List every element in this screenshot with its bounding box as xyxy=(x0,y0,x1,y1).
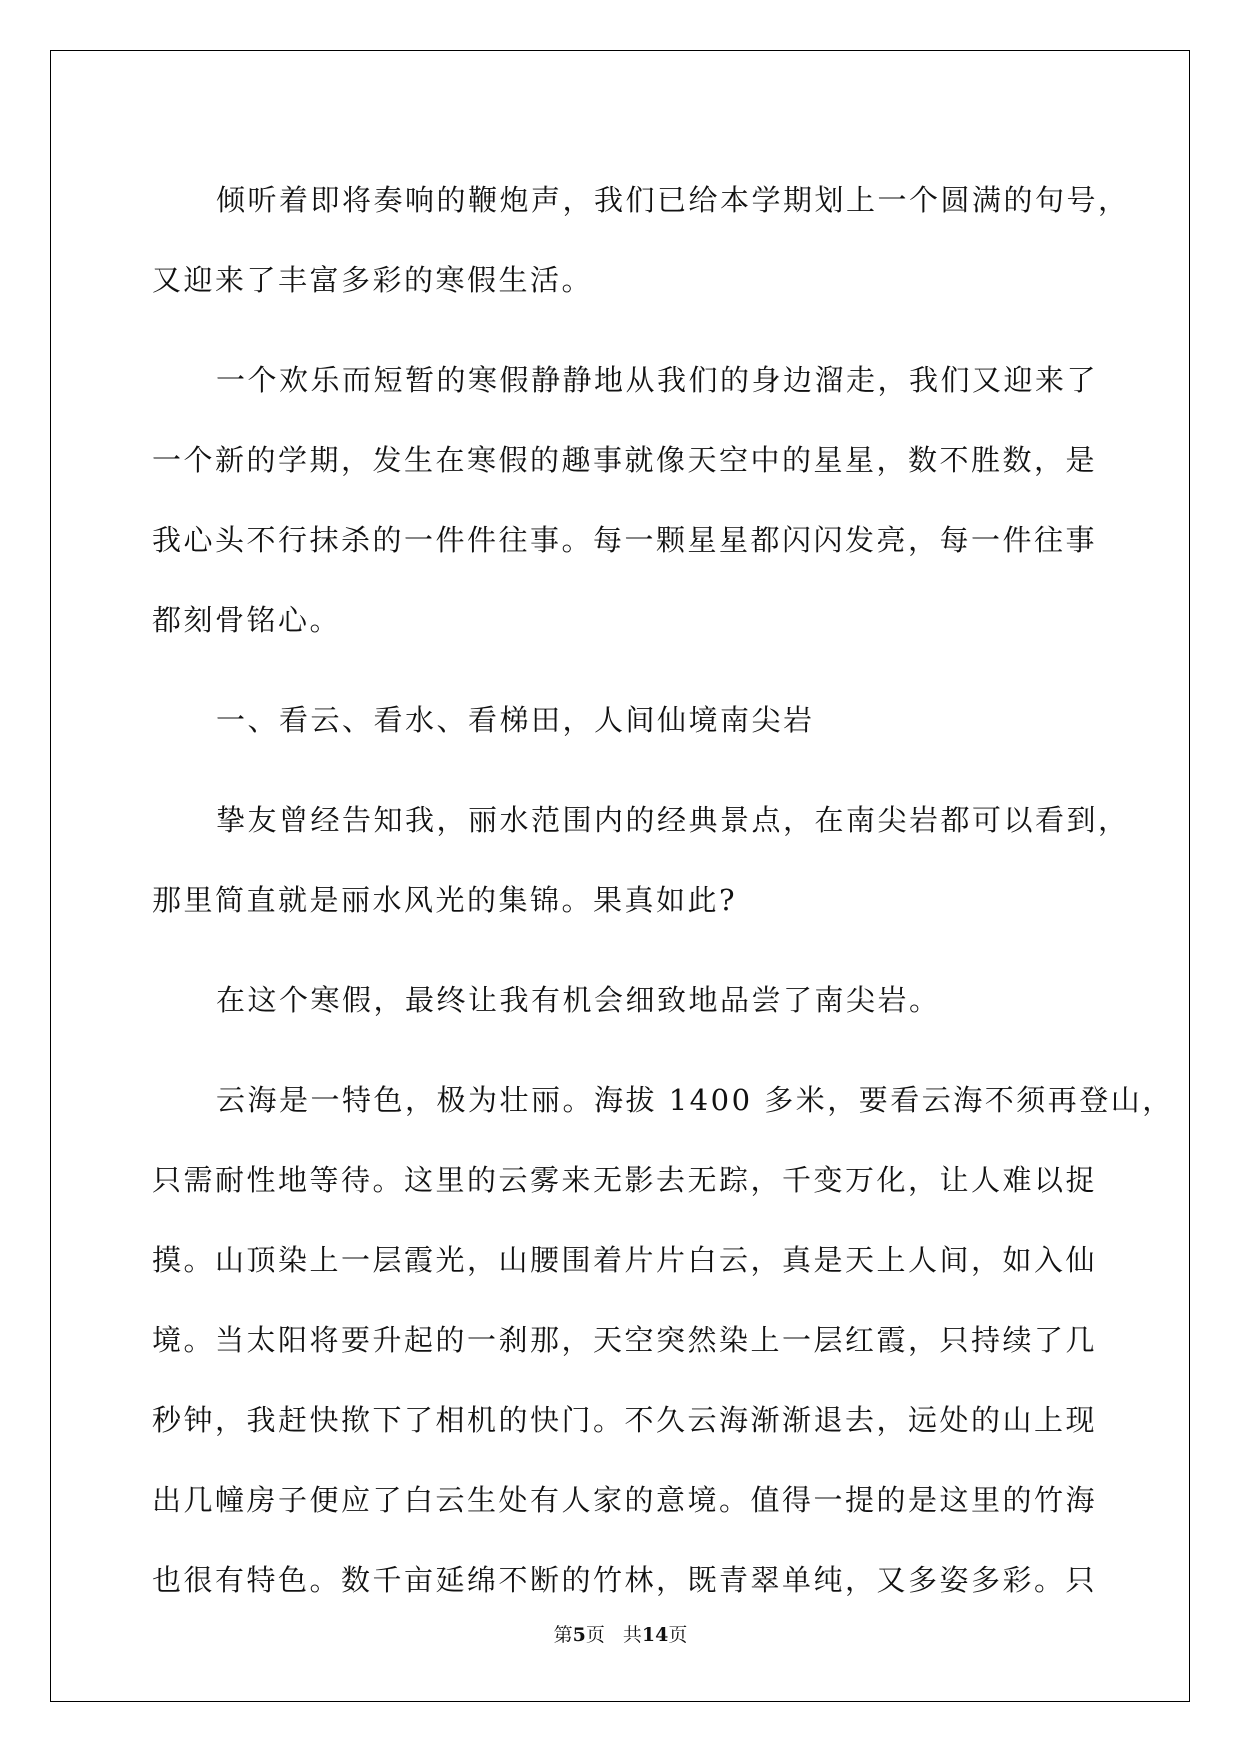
section-heading xyxy=(152,680,1092,760)
paragraph xyxy=(152,340,1099,660)
text-line: 一个欢乐而短暂的寒假静静地从我们的身边溜走，我们又迎来了 xyxy=(216,363,1099,397)
total-suffix: 页 xyxy=(668,1624,688,1646)
page-number: 5 xyxy=(572,1624,586,1646)
paragraph xyxy=(152,780,1130,940)
text-line: 又迎来了丰富多彩的寒假生活。 xyxy=(152,263,594,297)
text-line: 我心头不行抹杀的一件件往事。每一颗星星都闪闪发亮，每一件往事 xyxy=(152,523,1098,557)
text-line: 云海是一特色，极为壮丽。海拔 1400 多米，要看云海不须再登山， xyxy=(216,1083,1174,1117)
text-line: 境。当太阳将要升起的一刹那，天空突然染上一层红霞，只持续了几 xyxy=(152,1323,1098,1357)
text-line: 在这个寒假，最终让我有机会细致地品尝了南尖岩。 xyxy=(216,983,941,1017)
paragraph xyxy=(152,160,1130,320)
page-suffix: 页 xyxy=(585,1624,605,1646)
text-line: 那里简直就是丽水风光的集锦。果真如此? xyxy=(152,883,738,917)
total-prefix: 共 xyxy=(622,1624,642,1646)
text-line: 一、看云、看水、看梯田，人间仙境南尖岩 xyxy=(216,703,815,737)
total-pages: 14 xyxy=(641,1624,669,1646)
text-line: 秒钟，我赶快揿下了相机的快门。不久云海渐渐退去，远处的山上现 xyxy=(152,1403,1098,1437)
page-prefix: 第 xyxy=(553,1624,573,1646)
paragraph xyxy=(152,960,1092,1040)
text-line: 都刻骨铭心。 xyxy=(152,603,342,637)
text-line: 摸。山顶染上一层霞光，山腰围着片片白云，真是天上人间，如入仙 xyxy=(152,1243,1098,1277)
text-line: 也很有特色。数千亩延绵不断的竹林，既青翠单纯，又多姿多彩。只 xyxy=(152,1563,1098,1597)
text-line: 只需耐性地等待。这里的云雾来无影去无踪，千变万化，让人难以捉 xyxy=(152,1163,1098,1197)
paragraph xyxy=(152,1060,1174,1620)
text-line: 出几幢房子便应了白云生处有人家的意境。值得一提的是这里的竹海 xyxy=(152,1483,1098,1517)
text-line: 挚友曾经告知我，丽水范围内的经典景点，在南尖岩都可以看到， xyxy=(216,803,1130,837)
page-footer xyxy=(0,1620,1241,1647)
document-body xyxy=(152,160,1174,1640)
text-line: 倾听着即将奏响的鞭炮声，我们已给本学期划上一个圆满的句号， xyxy=(216,183,1130,217)
text-line: 一个新的学期，发生在寒假的趣事就像天空中的星星，数不胜数，是 xyxy=(152,443,1098,477)
